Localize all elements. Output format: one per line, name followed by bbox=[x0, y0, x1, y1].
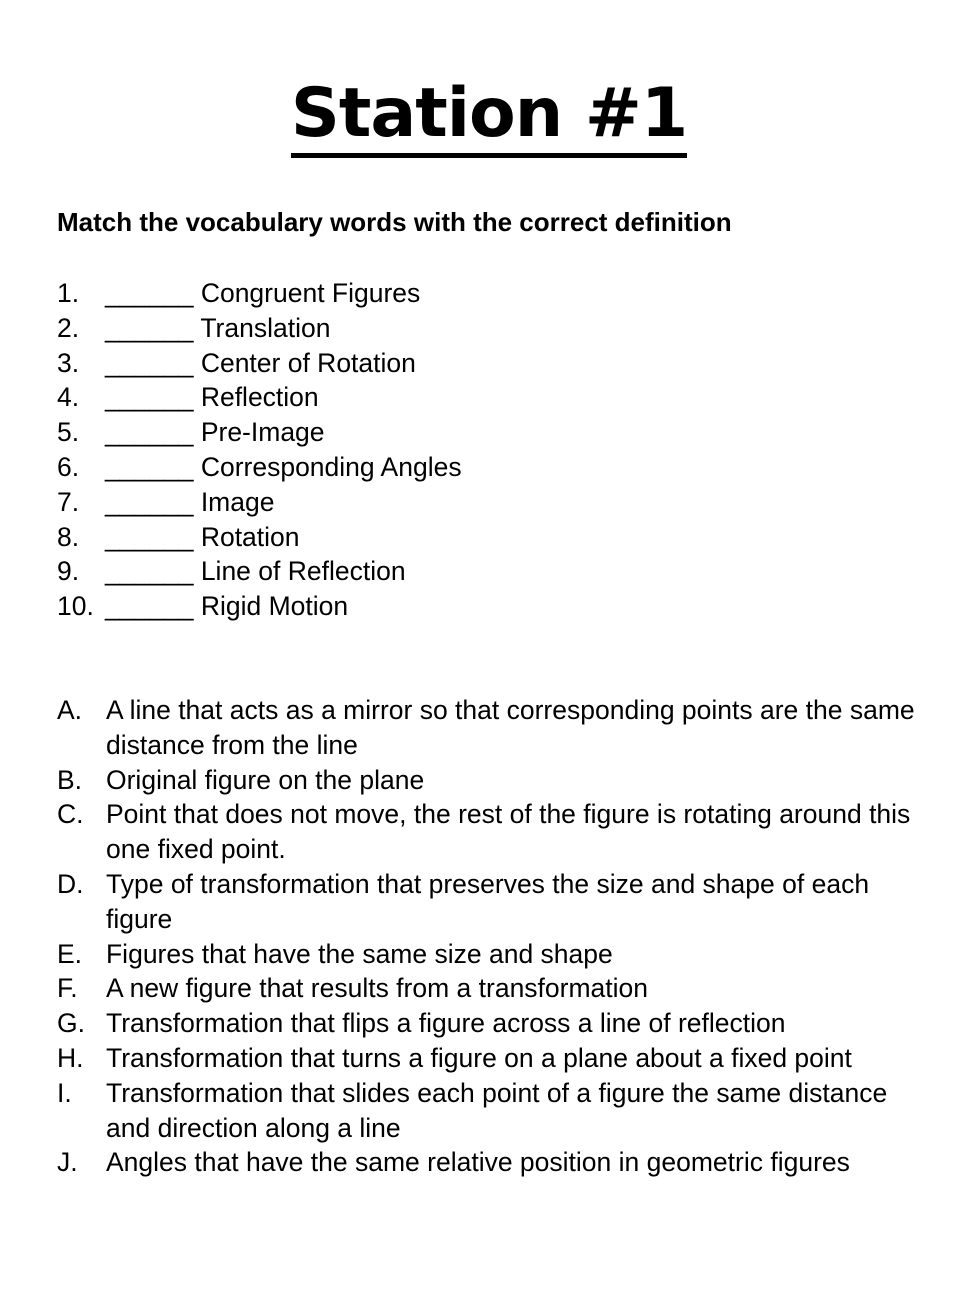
vocab-term: Rotation bbox=[200, 521, 300, 552]
vocab-term: Image bbox=[200, 486, 275, 517]
vocab-item bbox=[57, 311, 462, 346]
vocab-term: Reflection bbox=[200, 382, 319, 413]
vocab-number: 4. bbox=[57, 382, 80, 413]
answer-blank: ______ bbox=[105, 486, 194, 517]
answer-blank: ______ bbox=[105, 312, 194, 343]
definition-text: Point that does not move, the rest of the figure is rotating around this one fixed point. bbox=[106, 799, 911, 865]
definition-item bbox=[57, 867, 937, 937]
vocab-item bbox=[57, 520, 462, 555]
vocab-number: 3. bbox=[57, 347, 80, 378]
definition-letter: B. bbox=[57, 764, 83, 795]
vocab-item bbox=[57, 380, 462, 415]
definition-item bbox=[57, 1041, 937, 1076]
definition-text: Transformation that slides each point of a figure the same distance and direction along a line bbox=[106, 1077, 888, 1143]
answer-blank: ______ bbox=[105, 278, 194, 308]
vocab-number: 9. bbox=[57, 556, 80, 587]
vocab-term: Congruent Figures bbox=[200, 278, 421, 308]
vocab-number: 10. bbox=[57, 591, 94, 622]
answer-blank: ______ bbox=[105, 347, 194, 378]
answer-blank: ______ bbox=[105, 451, 194, 482]
vocab-term: Corresponding Angles bbox=[200, 451, 462, 482]
definitions-list bbox=[57, 693, 937, 1180]
answer-blank: ______ bbox=[105, 382, 194, 413]
definition-letter: D. bbox=[57, 868, 84, 899]
answer-blank: ______ bbox=[105, 417, 194, 448]
definition-letter: C. bbox=[57, 799, 84, 830]
vocab-number: 7. bbox=[57, 486, 80, 517]
vocab-item bbox=[57, 485, 462, 520]
vocab-term: Line of Reflection bbox=[200, 556, 406, 587]
answer-blank: ______ bbox=[105, 556, 194, 587]
definition-item bbox=[57, 1076, 937, 1146]
definition-text: Figures that have the same size and shape bbox=[106, 938, 613, 969]
definition-item bbox=[57, 797, 937, 867]
definition-text: A line that acts as a mirror so that corresponding points are the same distance from the line bbox=[106, 695, 915, 760]
definition-item bbox=[57, 937, 937, 972]
vocab-item bbox=[57, 346, 462, 381]
vocab-number: 1. bbox=[57, 278, 80, 308]
definition-letter: H. bbox=[57, 1042, 84, 1073]
vocab-term: Center of Rotation bbox=[200, 347, 416, 378]
answer-blank: ______ bbox=[105, 521, 194, 552]
vocab-item bbox=[57, 415, 462, 450]
vocab-number: 8. bbox=[57, 521, 80, 552]
definition-text: Angles that have the same relative position in geometric figures bbox=[106, 1147, 850, 1178]
vocab-term: Translation bbox=[200, 312, 331, 343]
definition-item bbox=[57, 1006, 937, 1041]
definition-text: Original figure on the plane bbox=[106, 764, 425, 795]
definition-item bbox=[57, 763, 937, 798]
definition-letter: F. bbox=[57, 973, 78, 1004]
definition-text: Type of transformation that preserves the size and shape of each figure bbox=[106, 868, 870, 934]
definition-item bbox=[57, 971, 937, 1006]
vocab-term: Rigid Motion bbox=[200, 591, 349, 622]
vocab-term: Pre-Image bbox=[200, 417, 325, 448]
vocab-item bbox=[57, 450, 462, 485]
answer-blank: ______ bbox=[105, 591, 194, 622]
definition-text: Transformation that flips a figure across a line of reflection bbox=[106, 1008, 786, 1039]
definition-text: Transformation that turns a figure on a plane about a fixed point bbox=[106, 1042, 852, 1073]
definition-letter: G. bbox=[57, 1008, 85, 1039]
definition-letter: A. bbox=[57, 695, 83, 725]
page-title bbox=[0, 72, 978, 156]
vocab-number: 2. bbox=[57, 312, 80, 343]
vocab-item bbox=[57, 276, 462, 311]
vocab-item bbox=[57, 589, 462, 624]
page-title-text: Station #1 bbox=[291, 74, 687, 158]
instructions: Match the vocabulary words with the correct definition bbox=[57, 207, 732, 237]
definition-text: A new figure that results from a transformation bbox=[106, 973, 649, 1004]
definition-item bbox=[57, 1145, 937, 1180]
vocab-number: 5. bbox=[57, 417, 80, 448]
vocabulary-list bbox=[57, 276, 462, 624]
definition-letter: E. bbox=[57, 938, 83, 969]
vocab-number: 6. bbox=[57, 451, 80, 482]
definition-item bbox=[57, 693, 937, 763]
definition-letter: I. bbox=[57, 1077, 72, 1108]
vocab-item bbox=[57, 554, 462, 589]
definition-letter: J. bbox=[57, 1147, 78, 1178]
